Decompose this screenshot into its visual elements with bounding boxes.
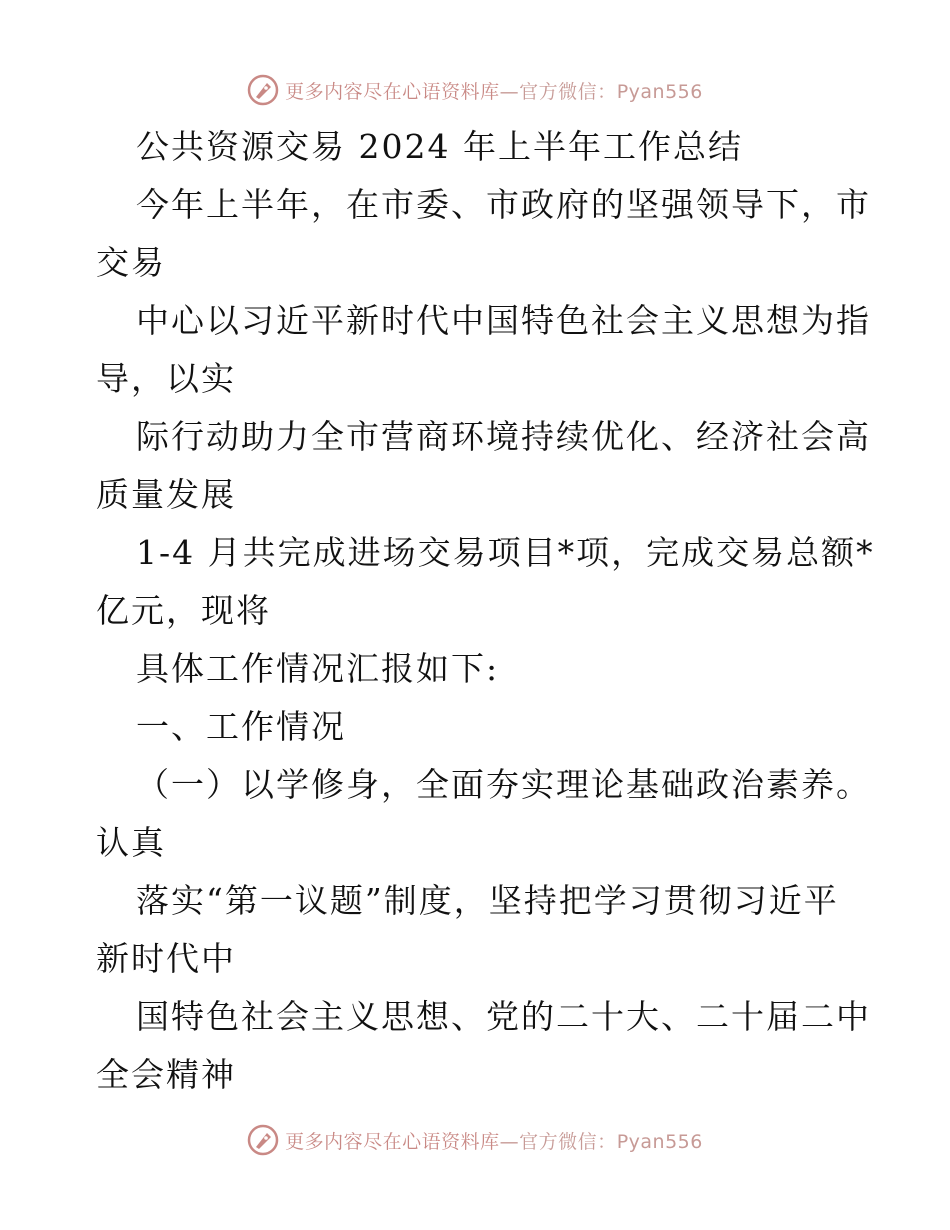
pen-nib-logo-icon (247, 74, 279, 106)
paragraph-line: 全会精神 (96, 1055, 236, 1094)
document-title: 公共资源交易 2024 年上半年工作总结 (136, 127, 743, 166)
paragraph-line: 交易 (96, 243, 166, 282)
watermark-wechat-id: Pyan556 (616, 1130, 703, 1153)
watermark-text (285, 1127, 703, 1154)
watermark-text (285, 77, 703, 104)
watermark-banner-bottom (0, 1120, 950, 1160)
paragraph-line: 落实“第一议题”制度，坚持把学习贯彻习近平 (136, 881, 839, 920)
watermark-wechat-label: 官方微信： (519, 1130, 617, 1153)
paragraph-line: 中心以习近平新时代中国特色社会主义思想为指 (136, 301, 871, 340)
section-heading: 一、工作情况 (136, 707, 346, 746)
watermark-brand: 更多内容尽在心语资料库 (285, 1130, 500, 1153)
watermark-banner-top (0, 70, 950, 110)
watermark-brand: 更多内容尽在心语资料库 (285, 80, 500, 103)
paragraph-line: 认真 (96, 823, 166, 862)
pen-nib-logo-icon (247, 1124, 279, 1156)
watermark-wechat-label: 官方微信： (519, 80, 617, 103)
paragraph-line: 际行动助力全市营商环境持续优化、经济社会高 (136, 417, 871, 456)
paragraph-line: 国特色社会主义思想、党的二十大、二十届二中 (136, 997, 871, 1036)
document-body (96, 118, 875, 1104)
paragraph-line: 新时代中 (96, 939, 236, 978)
paragraph-line: 具体工作情况汇报如下: (136, 649, 500, 688)
watermark-wechat-id: Pyan556 (616, 80, 703, 103)
paragraph-line: 导，以实 (96, 359, 236, 398)
paragraph-line: 1-4 月共完成进场交易项目*项，完成交易总额* (136, 533, 875, 572)
watermark-dash: — (499, 1130, 520, 1153)
paragraph-line: 今年上半年，在市委、市政府的坚强领导下，市 (136, 185, 871, 224)
watermark-dash: — (499, 80, 520, 103)
paragraph-line: 亿元，现将 (96, 591, 271, 630)
subsection-heading: （一）以学修身，全面夯实理论基础政治素养。 (136, 765, 871, 804)
paragraph-line: 质量发展 (96, 475, 236, 514)
